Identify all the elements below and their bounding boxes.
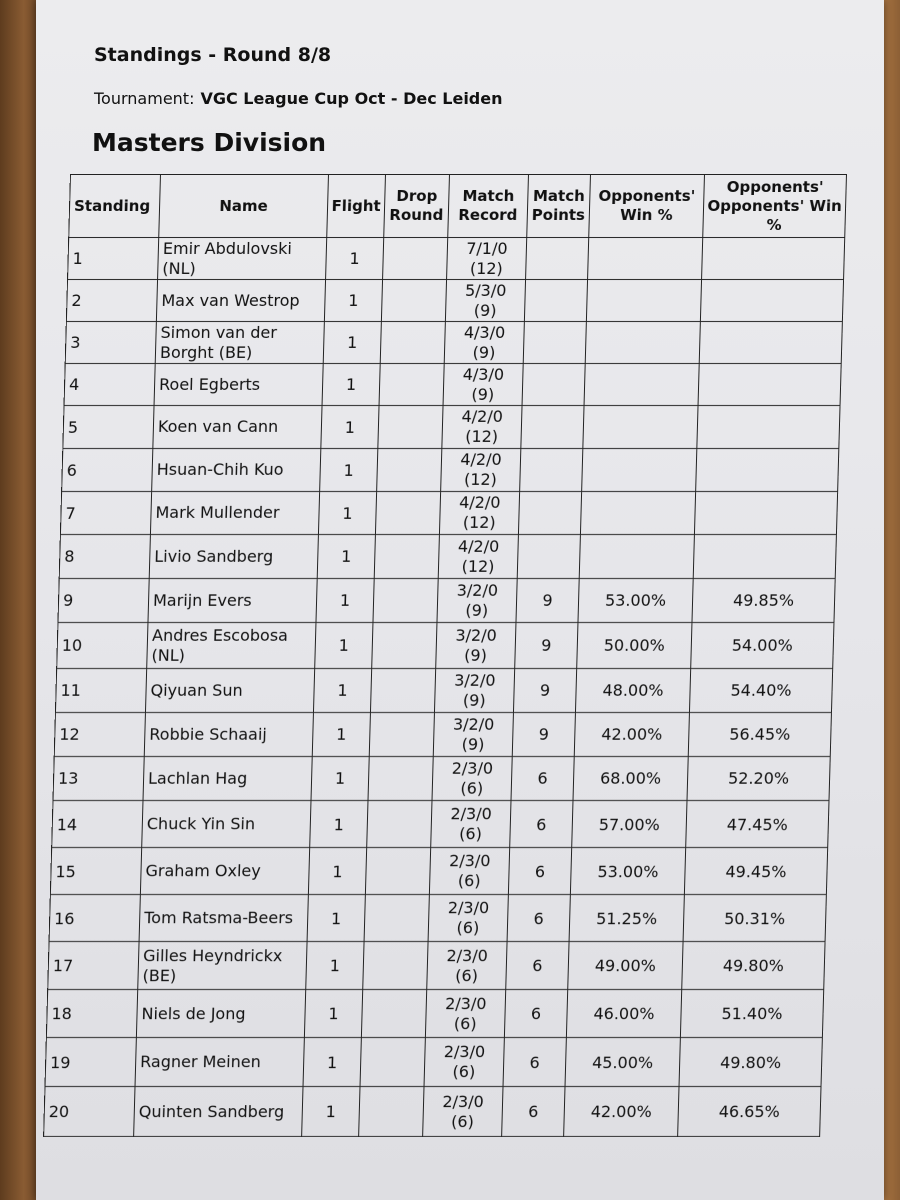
opponents-opponents-win-cell: 47.45% xyxy=(686,801,829,848)
standing-cell: 10 xyxy=(57,623,148,669)
match-record-cell xyxy=(447,238,527,280)
match-record-cell xyxy=(428,895,508,942)
drop-round-cell xyxy=(378,406,443,449)
column-header: Drop Round xyxy=(384,175,450,238)
flight-cell: 1 xyxy=(320,449,378,492)
flight-cell: 1 xyxy=(313,669,371,713)
opponents-opponents-win-cell: 54.00% xyxy=(691,623,834,669)
flight-cell: 1 xyxy=(311,757,369,801)
tournament-name: VGC League Cup Oct - Dec Leiden xyxy=(200,89,503,108)
match-points-cell: 6 xyxy=(511,757,574,801)
standing-cell: 5 xyxy=(63,406,154,449)
opponents-win-cell: 68.00% xyxy=(573,757,688,801)
opponents-opponents-win-cell: 54.40% xyxy=(689,669,832,713)
column-header: Name xyxy=(159,175,329,238)
record-value: 3/2/0 xyxy=(455,625,498,645)
match-points-cell: 6 xyxy=(506,942,569,990)
table-row xyxy=(45,1038,822,1087)
flight-cell: 1 xyxy=(326,238,384,280)
record-points: (6) xyxy=(450,1111,475,1131)
opponents-opponents-win-cell: 49.80% xyxy=(679,1038,822,1087)
player-name-cell: Chuck Yin Sin xyxy=(142,801,311,848)
record-value: 4/2/0 xyxy=(461,407,504,426)
flight-cell: 1 xyxy=(312,713,370,757)
column-header: Opponents' Opponents' Win % xyxy=(703,175,847,238)
standings-table xyxy=(43,174,847,1137)
player-name-cell: Koen van Cann xyxy=(153,406,322,449)
match-points-cell xyxy=(520,449,583,492)
opponents-opponents-win-cell xyxy=(700,280,843,322)
match-points-cell: 6 xyxy=(510,801,573,848)
record-value: 3/2/0 xyxy=(452,714,495,734)
opponents-win-cell xyxy=(582,449,697,492)
flight-cell: 1 xyxy=(316,579,374,623)
table-row xyxy=(65,322,842,364)
match-record-cell xyxy=(444,322,524,364)
opponents-win-cell: 49.00% xyxy=(568,942,683,990)
opponents-win-cell xyxy=(586,280,701,322)
column-header: Standing xyxy=(69,175,161,238)
opponents-win-cell xyxy=(580,492,695,535)
match-record-cell xyxy=(439,492,519,535)
record-points: (9) xyxy=(463,645,488,665)
column-header: Match Record xyxy=(448,175,529,238)
record-points: (9) xyxy=(471,384,495,404)
match-record-cell xyxy=(429,848,509,895)
record-points: (12) xyxy=(463,470,498,489)
table-row xyxy=(64,364,841,406)
table-header-row xyxy=(69,175,847,238)
drop-round-cell xyxy=(367,801,432,848)
record-value: 4/2/0 xyxy=(458,493,501,512)
opponents-win-cell: 48.00% xyxy=(575,669,690,713)
record-points: (6) xyxy=(457,871,481,890)
record-value: 2/3/0 xyxy=(442,1091,485,1111)
table-row xyxy=(50,848,827,895)
match-points-cell xyxy=(518,492,581,535)
table-row xyxy=(53,757,830,801)
player-name-cell: Robbie Schaaij xyxy=(144,713,313,757)
player-name-cell: Max van Westrop xyxy=(156,280,325,322)
opponents-win-cell: 42.00% xyxy=(564,1087,679,1137)
opponents-win-cell: 50.00% xyxy=(577,623,692,669)
opponents-opponents-win-cell xyxy=(698,364,841,406)
record-value: 7/1/0 xyxy=(465,238,508,258)
flight-cell: 1 xyxy=(322,364,380,406)
match-points-cell: 6 xyxy=(508,848,571,895)
record-points: (12) xyxy=(462,513,496,532)
standing-cell: 12 xyxy=(54,713,145,757)
standing-cell: 18 xyxy=(46,990,137,1038)
match-record-cell xyxy=(441,449,521,492)
player-name-cell: Livio Sandberg xyxy=(149,535,318,579)
table-row xyxy=(59,535,836,579)
opponents-win-cell xyxy=(583,406,698,449)
player-name-cell: Qiyuan Sun xyxy=(145,669,314,713)
opponents-opponents-win-cell xyxy=(693,535,836,579)
opponents-opponents-win-cell: 50.31% xyxy=(683,895,826,942)
record-value: 5/3/0 xyxy=(464,280,507,300)
match-record-cell xyxy=(431,801,511,848)
record-value: 2/3/0 xyxy=(448,851,491,870)
table-row xyxy=(49,895,826,942)
player-name-cell: Gilles Heyndrickx (BE) xyxy=(138,942,307,990)
standing-cell: 6 xyxy=(62,449,153,492)
record-points: (9) xyxy=(473,300,497,320)
record-value: 2/3/0 xyxy=(447,898,490,917)
opponents-opponents-win-cell: 49.45% xyxy=(684,848,827,895)
standing-cell: 16 xyxy=(49,895,140,942)
player-name-cell: Emir Abdulovski (NL) xyxy=(158,238,327,280)
table-row xyxy=(46,990,823,1038)
standing-cell: 2 xyxy=(66,280,157,322)
drop-round-cell xyxy=(364,895,429,942)
record-points: (9) xyxy=(472,342,496,362)
match-points-cell xyxy=(523,322,586,364)
opponents-win-cell: 53.00% xyxy=(578,579,693,623)
column-header: Opponents' Win % xyxy=(589,175,705,238)
opponents-opponents-win-cell: 51.40% xyxy=(680,990,823,1038)
record-points: (12) xyxy=(464,427,499,446)
match-record-cell xyxy=(432,757,512,801)
record-points: (9) xyxy=(461,734,485,754)
table-row xyxy=(62,449,839,492)
drop-round-cell xyxy=(369,713,434,757)
drop-round-cell xyxy=(373,579,438,623)
column-header: Match Points xyxy=(527,175,591,238)
record-points: (6) xyxy=(458,824,483,843)
drop-round-cell xyxy=(372,623,437,669)
flight-cell: 1 xyxy=(323,322,381,364)
table-row xyxy=(60,492,837,535)
opponents-opponents-win-cell xyxy=(696,449,839,492)
standing-cell: 4 xyxy=(64,364,155,406)
standing-cell: 11 xyxy=(55,669,146,713)
table-row xyxy=(68,238,845,280)
opponents-win-cell: 51.25% xyxy=(569,895,684,942)
match-points-cell: 6 xyxy=(503,1038,566,1087)
standing-cell: 15 xyxy=(50,848,141,895)
flight-cell: 1 xyxy=(317,535,375,579)
table-row xyxy=(57,623,834,669)
match-points-cell xyxy=(522,364,585,406)
player-name-cell: Simon van der Borght (BE) xyxy=(155,322,324,364)
flight-cell: 1 xyxy=(310,801,368,848)
drop-round-cell xyxy=(359,1087,424,1137)
match-points-cell: 6 xyxy=(502,1087,565,1137)
table-row xyxy=(54,713,831,757)
opponents-win-cell xyxy=(579,535,694,579)
drop-round-cell xyxy=(360,1038,425,1087)
opponents-opponents-win-cell xyxy=(699,322,842,364)
drop-round-cell xyxy=(381,280,446,322)
match-record-cell xyxy=(424,1038,504,1087)
column-header: Flight xyxy=(327,175,386,238)
page-title: Standings - Round 8/8 xyxy=(94,44,332,66)
opponents-opponents-win-cell: 49.85% xyxy=(692,579,835,623)
record-points: (6) xyxy=(452,1062,476,1081)
record-points: (6) xyxy=(456,918,480,937)
flight-cell: 1 xyxy=(306,942,364,990)
record-value: 4/2/0 xyxy=(457,536,500,556)
match-points-cell: 6 xyxy=(507,895,570,942)
match-points-cell: 9 xyxy=(513,669,576,713)
player-name-cell: Andres Escobosa (NL) xyxy=(147,623,316,669)
match-record-cell xyxy=(436,623,516,669)
division-title: Masters Division xyxy=(92,128,327,157)
drop-round-cell xyxy=(365,848,430,895)
match-record-cell xyxy=(445,280,525,322)
opponents-win-cell: 57.00% xyxy=(572,801,687,848)
record-value: 3/2/0 xyxy=(456,580,499,600)
record-points: (9) xyxy=(462,690,486,710)
standings-sheet xyxy=(36,0,884,1200)
record-value: 2/3/0 xyxy=(443,1042,486,1061)
record-points: (12) xyxy=(469,258,504,278)
table-row xyxy=(48,942,825,990)
standing-cell: 19 xyxy=(45,1038,136,1087)
match-points-cell xyxy=(521,406,584,449)
standing-cell: 20 xyxy=(44,1087,135,1137)
match-points-cell xyxy=(517,535,580,579)
drop-round-cell xyxy=(380,322,445,364)
tournament-label: Tournament: xyxy=(94,89,195,108)
standing-cell: 13 xyxy=(53,757,144,801)
drop-round-cell xyxy=(379,364,444,406)
match-record-cell xyxy=(433,713,513,757)
record-points: (12) xyxy=(461,556,495,576)
table-row xyxy=(63,406,840,449)
player-name-cell: Graham Oxley xyxy=(140,848,309,895)
opponents-opponents-win-cell: 46.65% xyxy=(678,1087,821,1137)
record-value: 3/2/0 xyxy=(453,670,496,690)
flight-cell: 1 xyxy=(318,492,376,535)
flight-cell: 1 xyxy=(304,990,362,1038)
drop-round-cell xyxy=(361,990,426,1038)
record-points: (6) xyxy=(460,778,484,798)
opponents-win-cell: 45.00% xyxy=(565,1038,680,1087)
opponents-opponents-win-cell: 52.20% xyxy=(687,757,830,801)
flight-cell: 1 xyxy=(308,848,366,895)
tournament-line xyxy=(94,89,503,108)
record-value: 2/3/0 xyxy=(446,945,489,965)
match-points-cell xyxy=(526,238,589,280)
record-value: 2/3/0 xyxy=(451,758,494,778)
match-record-cell xyxy=(423,1087,503,1137)
record-points: (6) xyxy=(455,965,479,985)
flight-cell: 1 xyxy=(324,280,382,322)
player-name-cell: Quinten Sandberg xyxy=(134,1087,303,1137)
opponents-win-cell: 42.00% xyxy=(574,713,689,757)
drop-round-cell xyxy=(383,238,448,280)
wood-surface-left xyxy=(0,0,40,1200)
flight-cell: 1 xyxy=(321,406,379,449)
match-points-cell xyxy=(524,280,587,322)
standing-cell: 17 xyxy=(48,942,139,990)
flight-cell: 1 xyxy=(303,1038,361,1087)
standing-cell: 3 xyxy=(65,322,156,364)
player-name-cell: Ragner Meinen xyxy=(135,1038,304,1087)
match-points-cell: 6 xyxy=(504,990,567,1038)
standing-cell: 9 xyxy=(58,579,149,623)
record-points: (9) xyxy=(465,600,489,620)
table-row xyxy=(55,669,832,713)
record-value: 2/3/0 xyxy=(450,804,493,823)
match-points-cell: 9 xyxy=(516,579,579,623)
drop-round-cell xyxy=(375,492,440,535)
flight-cell: 1 xyxy=(302,1087,360,1137)
drop-round-cell xyxy=(370,669,435,713)
standing-cell: 14 xyxy=(52,801,143,848)
opponents-opponents-win-cell xyxy=(694,492,837,535)
drop-round-cell xyxy=(363,942,428,990)
opponents-win-cell: 46.00% xyxy=(566,990,681,1038)
record-value: 2/3/0 xyxy=(444,993,487,1013)
player-name-cell: Tom Ratsma-Beers xyxy=(139,895,308,942)
match-record-cell xyxy=(437,579,517,623)
player-name-cell: Niels de Jong xyxy=(136,990,305,1038)
opponents-win-cell xyxy=(585,322,700,364)
table-body xyxy=(44,238,845,1137)
opponents-opponents-win-cell xyxy=(702,238,845,280)
standings-table-wrapper xyxy=(43,174,846,1137)
match-points-cell: 9 xyxy=(515,623,578,669)
player-name-cell: Roel Egberts xyxy=(154,364,323,406)
opponents-win-cell xyxy=(584,364,699,406)
match-record-cell xyxy=(425,990,505,1038)
match-record-cell xyxy=(438,535,518,579)
opponents-win-cell xyxy=(588,238,703,280)
record-points: (6) xyxy=(453,1013,477,1033)
drop-round-cell xyxy=(377,449,442,492)
standing-cell: 7 xyxy=(60,492,151,535)
flight-cell: 1 xyxy=(315,623,373,669)
match-record-cell xyxy=(443,364,523,406)
opponents-opponents-win-cell: 49.80% xyxy=(682,942,825,990)
record-value: 4/3/0 xyxy=(463,322,506,342)
player-name-cell: Lachlan Hag xyxy=(143,757,312,801)
drop-round-cell xyxy=(374,535,439,579)
opponents-opponents-win-cell: 56.45% xyxy=(688,713,831,757)
standing-cell: 1 xyxy=(68,238,159,280)
match-record-cell xyxy=(427,942,507,990)
table-row xyxy=(52,801,829,848)
table-row xyxy=(44,1087,821,1137)
standing-cell: 8 xyxy=(59,535,150,579)
player-name-cell: Mark Mullender xyxy=(150,492,319,535)
player-name-cell: Hsuan-Chih Kuo xyxy=(152,449,321,492)
match-record-cell xyxy=(442,406,522,449)
record-value: 4/3/0 xyxy=(462,364,505,384)
opponents-win-cell: 53.00% xyxy=(570,848,685,895)
record-value: 4/2/0 xyxy=(460,450,502,469)
drop-round-cell xyxy=(368,757,433,801)
player-name-cell: Marijn Evers xyxy=(148,579,317,623)
match-record-cell xyxy=(434,669,514,713)
flight-cell: 1 xyxy=(307,895,365,942)
opponents-opponents-win-cell xyxy=(697,406,840,449)
match-points-cell: 9 xyxy=(512,713,575,757)
table-row xyxy=(66,280,843,322)
table-row xyxy=(58,579,835,623)
